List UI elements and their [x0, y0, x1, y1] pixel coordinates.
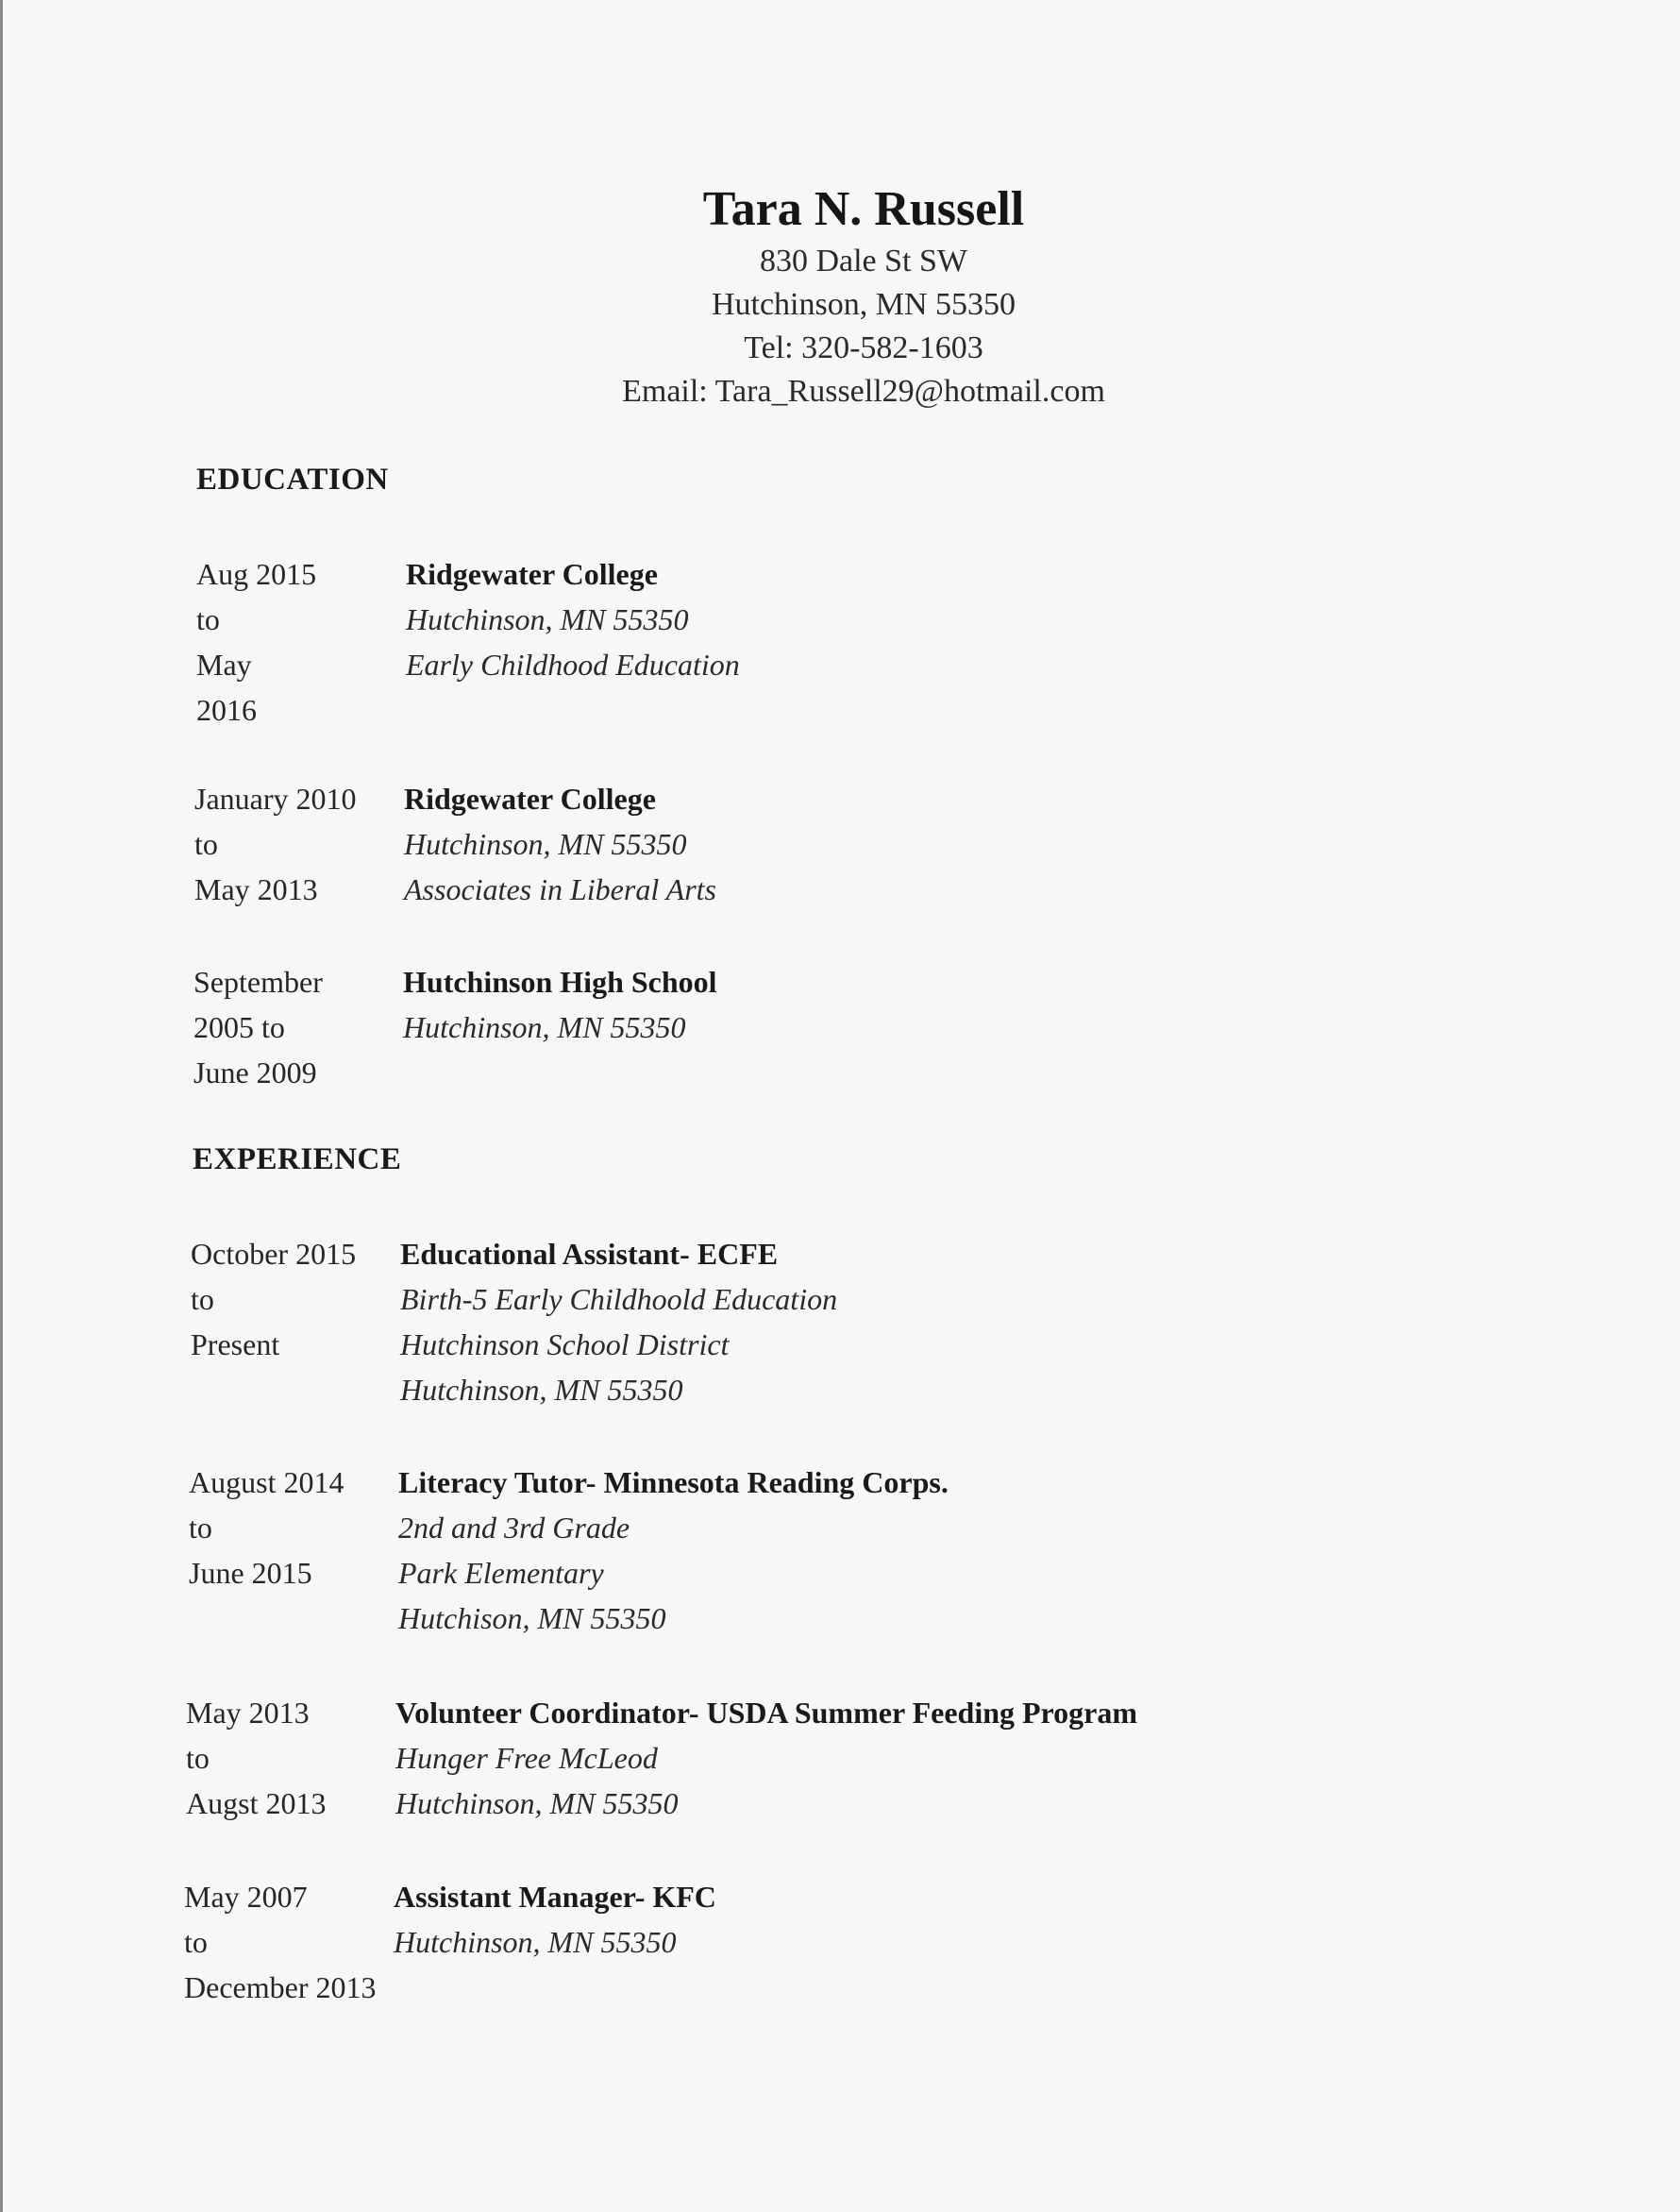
date-line: December 2013 [184, 1970, 377, 2004]
candidate-name: Tara N. Russell [702, 182, 1025, 236]
institution-name: Hutchinson High School [403, 965, 717, 999]
experience-dates [184, 1874, 377, 2010]
education-heading: EDUCATION [196, 463, 389, 497]
date-line: to [194, 827, 218, 861]
date-line: to [196, 602, 220, 636]
experience-details [398, 1460, 1436, 1641]
date-line: June 2009 [193, 1055, 317, 1089]
experience-dates [191, 1231, 379, 1367]
date-line: Aug 2015 [196, 557, 317, 591]
date-line: 2016 [196, 693, 257, 727]
detail-line: 2nd and 3rd Grade [398, 1511, 630, 1545]
education-details [406, 551, 1444, 687]
date-line: May 2013 [194, 872, 318, 906]
date-line: to [191, 1282, 214, 1316]
job-title: Volunteer Coordinator- USDA Summer Feeding Program [395, 1696, 1138, 1730]
date-line: August 2014 [189, 1465, 344, 1499]
date-line: to [184, 1925, 208, 1959]
address-line-1: 830 Dale St SW [759, 244, 968, 279]
experience-details [394, 1874, 1432, 1965]
detail-line: Hunger Free McLeod [395, 1741, 658, 1775]
address-line-2: Hutchinson, MN 55350 [711, 287, 1016, 322]
experience-dates [186, 1690, 375, 1826]
detail-line: Birth-5 Early Childhoold Education [400, 1282, 838, 1316]
resume-header [0, 179, 1680, 414]
detail-line: Associates in Liberal Arts [404, 872, 716, 906]
detail-line: Park Elementary [398, 1556, 604, 1590]
date-line: May [196, 648, 252, 682]
date-line: May 2013 [186, 1696, 310, 1730]
detail-line: Hutchinson School District [400, 1327, 730, 1361]
education-dates [193, 959, 382, 1095]
date-line: January 2010 [194, 782, 357, 816]
date-line: October 2015 [191, 1237, 357, 1271]
date-line: to [186, 1741, 210, 1775]
date-line: to [189, 1511, 212, 1545]
date-line: June 2015 [189, 1556, 312, 1590]
date-line: September [193, 965, 323, 999]
detail-line: Hutchinson, MN 55350 [400, 1373, 683, 1407]
date-line: 2005 to [193, 1010, 285, 1044]
detail-line: Hutchison, MN 55350 [398, 1601, 666, 1635]
job-title: Educational Assistant- ECFE [400, 1237, 779, 1271]
experience-details [400, 1231, 1438, 1412]
date-line: Augst 2013 [186, 1786, 327, 1820]
detail-line: Hutchinson, MN 55350 [406, 602, 689, 636]
institution-name: Ridgewater College [406, 557, 658, 591]
date-line: May 2007 [184, 1880, 308, 1914]
institution-name: Ridgewater College [404, 782, 656, 816]
experience-details [395, 1690, 1434, 1826]
job-title: Literacy Tutor- Minnesota Reading Corps. [398, 1465, 949, 1499]
phone-number: Tel: 320-582-1603 [744, 330, 983, 365]
detail-line: Hutchinson, MN 55350 [403, 1010, 686, 1044]
education-dates [194, 776, 383, 912]
education-details [404, 776, 1442, 912]
experience-heading: EXPERIENCE [193, 1142, 402, 1176]
experience-dates [189, 1460, 378, 1596]
date-line: Present [191, 1327, 280, 1361]
job-title: Assistant Manager- KFC [394, 1880, 716, 1914]
email-address: Email: Tara_Russell29@hotmail.com [622, 374, 1105, 409]
detail-line: Hutchinson, MN 55350 [404, 827, 687, 861]
detail-line: Early Childhood Education [406, 648, 740, 682]
detail-line: Hutchinson, MN 55350 [394, 1925, 677, 1959]
detail-line: Hutchinson, MN 55350 [395, 1786, 679, 1820]
education-dates [196, 551, 385, 733]
education-details [403, 959, 1441, 1050]
